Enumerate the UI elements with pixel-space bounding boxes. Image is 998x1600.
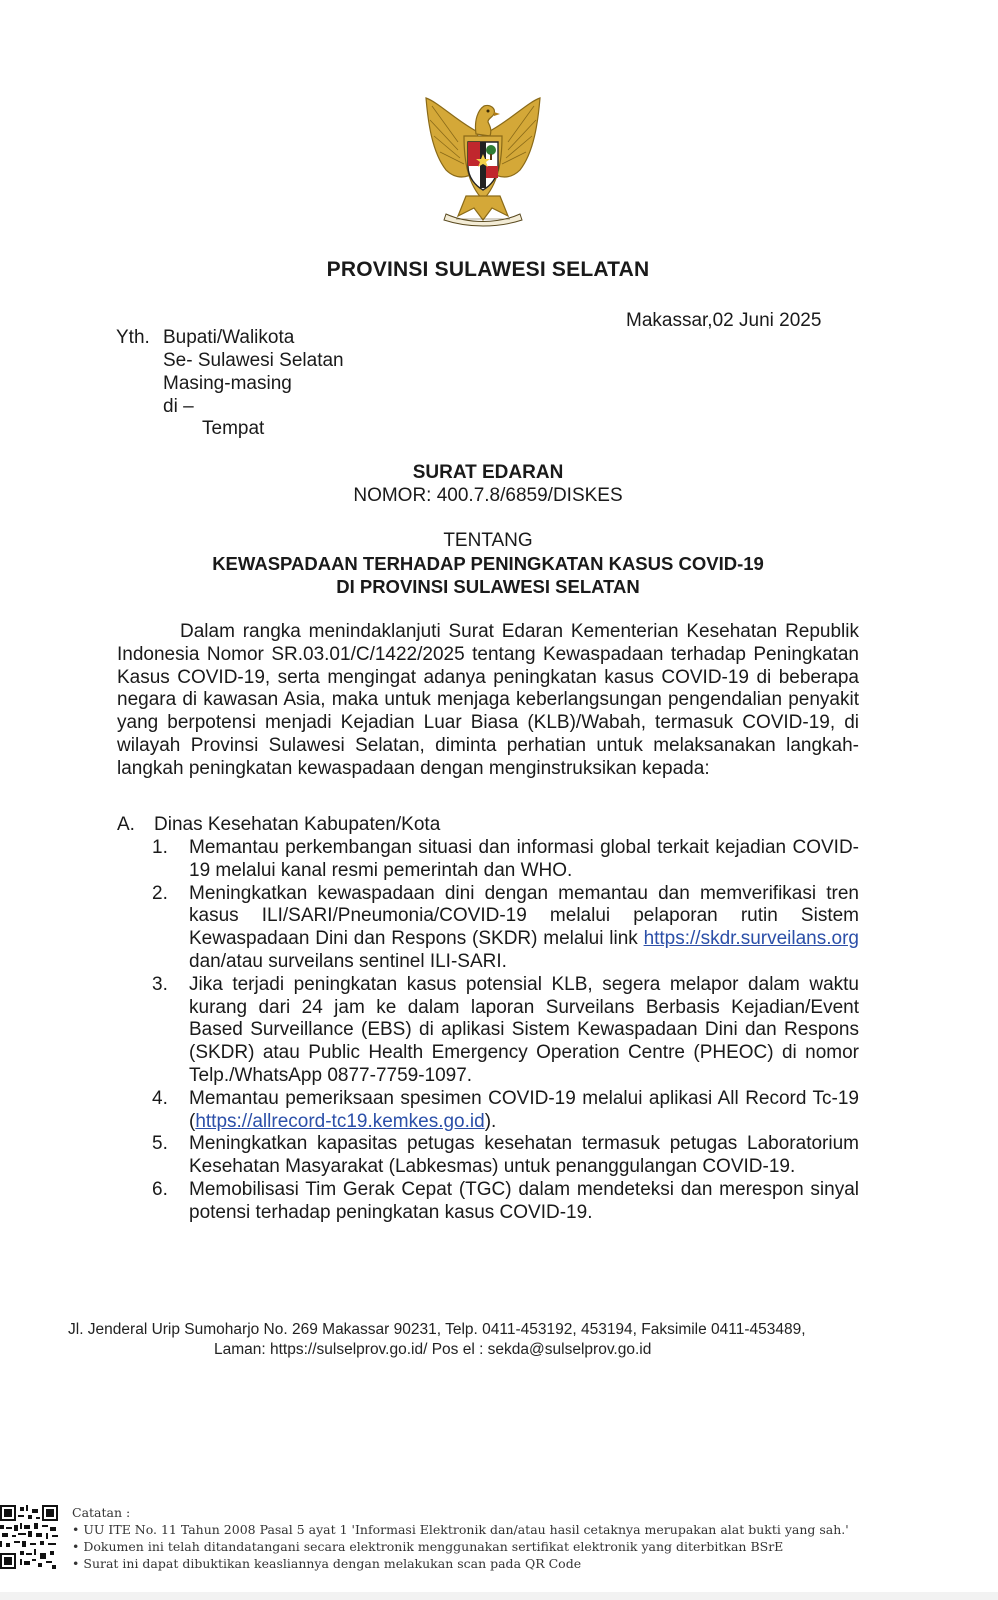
list-item <box>152 1088 859 1134</box>
list-item <box>152 883 859 974</box>
intro-paragraph <box>117 621 859 781</box>
page-bottom-edge <box>0 1592 998 1600</box>
document-number: NOMOR: 400.7.8/6859/DISKES <box>353 485 623 506</box>
list-item <box>152 1179 859 1225</box>
addressee-line: Tempat <box>202 418 265 439</box>
section-a-heading <box>117 814 440 836</box>
addressee-line: Masing-masing <box>163 373 292 394</box>
item-text: Jika terjadi peningkatan kasus potensial KLB, segera melapor dalam waktu kurang dari 24 jam ke dalam laporan Surveilans Berbasis Kejadian/Event Based Surveillance (EBS) di aplikasi Sistem Kewaspadaan Dini dan Respons (SKDR) atau Public Health Emergency Operation Centre (PHEOC) di nomor Telp./WhatsApp 0877-7759-1097. <box>189 973 859 1086</box>
section-title: Dinas Kesehatan Kabupaten/Kota <box>154 814 441 835</box>
addressee-line: Se- Sulawesi Selatan <box>163 350 344 371</box>
notes-block <box>72 1504 849 1572</box>
province-heading: PROVINSI SULAWESI SELATAN <box>326 258 650 281</box>
note-text: UU ITE No. 11 Tahun 2008 Pasal 5 ayat 1 'Informasi Elektronik dan/atau hasil cetaknya merupakan alat bukti yang sah.' <box>83 1522 849 1537</box>
note-item: • Dokumen ini telah ditandatangani secara elektronik menggunakan sertifikat elektronik yang diterbitkan BSrE <box>72 1539 784 1554</box>
addressee-line: Bupati/Walikota <box>163 327 295 348</box>
addressee-prefix: Yth. <box>116 327 150 348</box>
item-text: Memobilisasi Tim Gerak Cepat (TGC) dalam mendeteksi dan merespon sinyal potensi terhadap peningkatan kasus COVID-19. <box>189 1178 859 1223</box>
item-number: 5. <box>152 1133 168 1155</box>
item-number: 1. <box>152 837 168 858</box>
note-item: • UU ITE No. 11 Tahun 2008 Pasal 5 ayat 1 'Informasi Elektronik dan/atau hasil cetaknya merupakan alat bukti yang sah.' <box>72 1522 849 1537</box>
item-text: dan/atau surveilans sentinel ILI-SARI. <box>189 950 507 972</box>
allrecord-link[interactable]: https://allrecord-tc19.kemkes.go.id <box>195 1110 485 1132</box>
addressee-line: di – <box>163 396 194 417</box>
instruction-list <box>152 837 859 1225</box>
note-text: Surat ini dapat dibuktikan keasliannya dengan melakukan scan pada QR Code <box>83 1556 582 1571</box>
list-item <box>152 974 859 1088</box>
list-item <box>152 1133 859 1179</box>
letter-date: Makassar,02 Juni 2025 <box>626 310 822 331</box>
about-label: TENTANG <box>443 530 533 551</box>
item-number: 2. <box>152 882 168 904</box>
item-text: Meningkatkan kapasitas petugas kesehatan termasuk petugas Laboratorium Kesehatan Masyarakat (Labkesmas) untuk penanggulangan COVID-19. <box>189 1133 859 1178</box>
list-item <box>152 837 859 883</box>
note-text: Dokumen ini telah ditandatangani secara elektronik menggunakan sertifikat elektronik yang diterbitkan BSrE <box>83 1539 784 1554</box>
item-text: Memantau pemeriksaan spesimen COVID-19 melalui aplikasi All Record Tc-19 ( <box>189 1087 859 1132</box>
garuda-emblem-icon <box>418 92 548 228</box>
qr-code-icon[interactable] <box>0 1505 58 1569</box>
item-text: ). <box>484 1110 497 1132</box>
footer-contact: Laman: https://sulselprov.go.id/ Pos el : sekda@sulselprov.go.id <box>214 1341 652 1358</box>
notes-title: Catatan : <box>72 1505 131 1520</box>
document-kind: SURAT EDARAN <box>412 462 564 483</box>
subject-line: DI PROVINSI SULAWESI SELATAN <box>336 576 640 597</box>
footer-address: Jl. Jenderal Urip Sumoharjo No. 269 Makassar 90231, Telp. 0411-453192, 453194, Faksimile 0411-453489, <box>68 1321 806 1338</box>
section-letter: A. <box>117 814 135 835</box>
item-text: Meningkatkan kewaspadaan dini dengan memantau dan memverifikasi tren kasus ILI/SARI/Pneumonia/COVID-19 melalui pelaporan rutin Sistem Kewaspadaan Dini dan Respons (SKDR) melalui link <box>189 882 859 950</box>
subject-line: KEWASPADAAN TERHADAP PENINGKATAN KASUS COVID-19 <box>212 553 764 574</box>
intro-text: Dalam rangka menindaklanjuti Surat Edaran Kementerian Kesehatan Republik Indonesia Nomor SR.03.01/C/1422/2025 tentang Kewaspadaan terhadap Peningkatan Kasus COVID-19, serta mengingat adanya peningkatan kasus COVID-19 di beberapa negara di kawasan Asia, maka untuk menjaga keberlangsungan pengendalian penyakit yang berpotensi menjadi Kejadian Luar Biasa (KLB)/Wabah, termasuk COVID-19, di wilayah Provinsi Sulawesi Selatan, diminta perhatian untuk melaksanakan langkah-langkah peningkatan kewaspadaan dengan menginstruksikan kepada: <box>117 621 859 779</box>
item-number: 6. <box>152 1178 168 1200</box>
item-text: Memantau perkembangan situasi dan informasi global terkait kejadian COVID-19 melalui kanal resmi pemerintah dan WHO. <box>189 837 859 881</box>
item-number: 4. <box>152 1087 168 1109</box>
skdr-link[interactable]: https://skdr.surveilans.org <box>643 928 859 950</box>
item-number: 3. <box>152 973 168 995</box>
note-item: • Surat ini dapat dibuktikan keasliannya dengan melakukan scan pada QR Code <box>72 1556 582 1571</box>
